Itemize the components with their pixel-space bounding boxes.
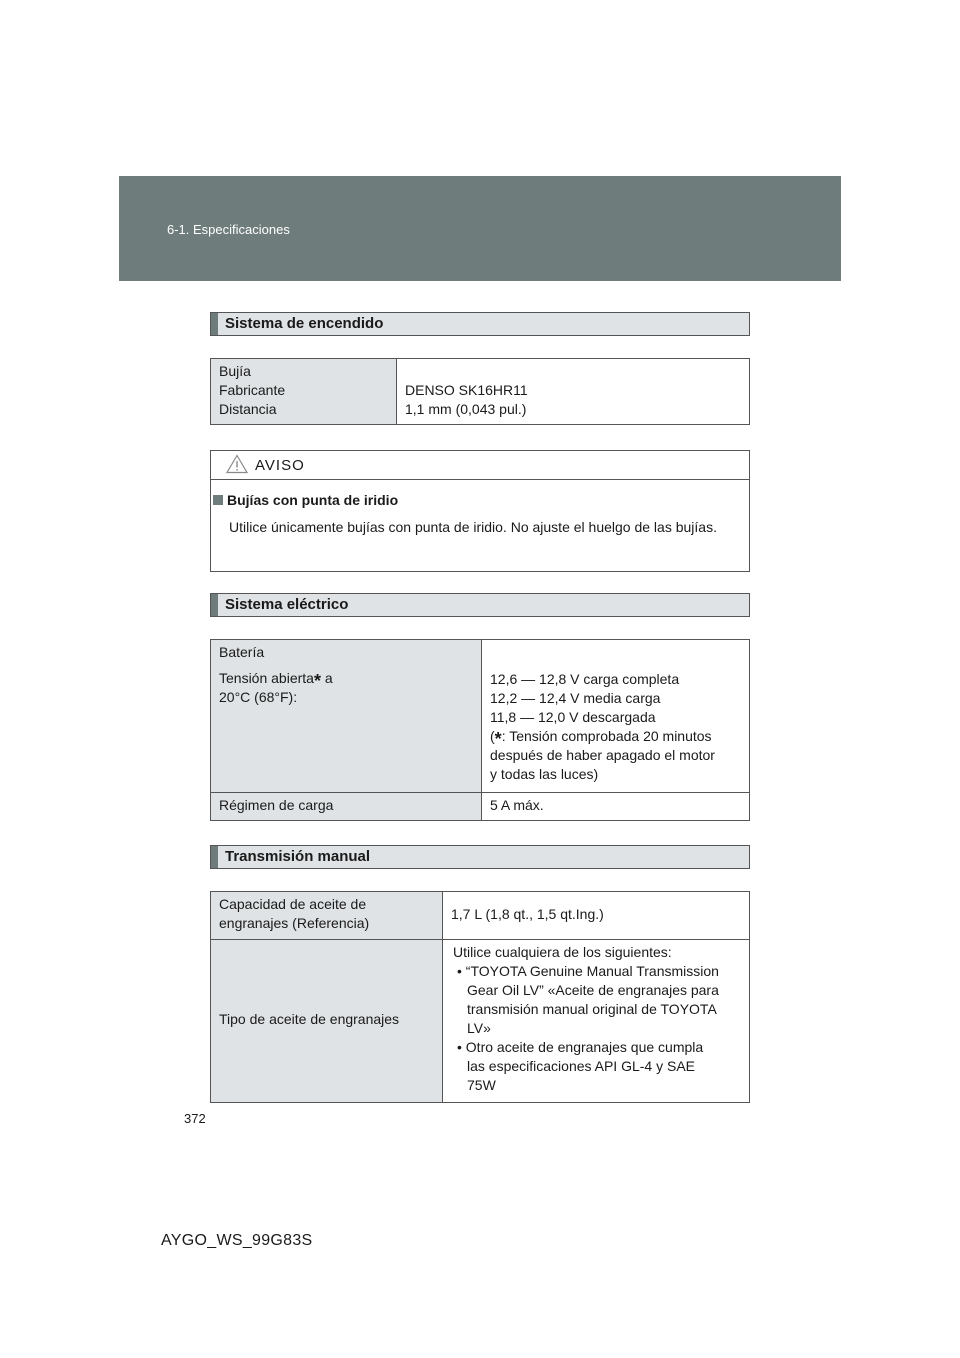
voltage-discharged: 11,8 — 12,0 V descargada (490, 709, 656, 725)
table-row (211, 892, 750, 940)
voltage-note-line: y todas las luces) (490, 766, 599, 782)
battery-label: Batería (219, 644, 265, 660)
gap-value: 1,1 mm (0,043 pul.) (405, 401, 527, 417)
open-voltage-label: Tensión abierta* a (219, 670, 333, 691)
header-band (119, 176, 841, 281)
oil-capacity-label-line: engranajes (Referencia) (219, 915, 370, 931)
spark-plug-value-cell (397, 359, 750, 425)
charge-rate-label: Régimen de carga (219, 797, 334, 813)
charge-rate-value-cell (482, 793, 750, 821)
warning-triangle-icon (226, 454, 248, 474)
oil-option-1-line: LV» (467, 1020, 491, 1036)
electrical-table (210, 639, 750, 821)
battery-value-cell (482, 640, 750, 793)
notice-header (211, 451, 749, 480)
transmission-table (210, 891, 750, 1103)
manufacturer-label: Fabricante (219, 382, 286, 398)
oil-option-2-line: las especificaciones API GL-4 y SAE (467, 1058, 695, 1074)
page-number: 372 (184, 1111, 206, 1126)
oil-type-value-cell (443, 940, 750, 1103)
ignition-section-title: Sistema de encendido (225, 315, 384, 332)
oil-capacity-value: 1,7 L (1,8 qt., 1,5 qt.Ing.) (451, 906, 604, 922)
voltage-note-line: después de haber apagado el motor (490, 747, 715, 763)
square-bullet-icon (213, 495, 223, 505)
spark-plug-label-cell (211, 359, 397, 425)
transmission-section-heading (210, 845, 750, 869)
oil-type-label-cell (211, 940, 443, 1103)
oil-option-2: • Otro aceite de engranajes que cumpla (457, 1039, 704, 1055)
oil-capacity-label-cell (211, 892, 443, 940)
oil-option-1: • “TOYOTA Genuine Manual Transmission (457, 963, 719, 979)
spark-plug-label: Bujía (219, 363, 251, 379)
transmission-section-title: Transmisión manual (225, 848, 371, 865)
notice-item-title: Bujías con punta de iridio (227, 492, 399, 508)
oil-option-1-line: transmisión manual original de TOYOTA (467, 1001, 717, 1017)
oil-type-label: Tipo de aceite de engranajes (219, 1010, 400, 1027)
manufacturer-value: DENSO SK16HR11 (405, 382, 528, 398)
ignition-section-heading (210, 312, 750, 336)
electrical-section-heading (210, 593, 750, 617)
section-label: 6-1. Especificaciones (167, 222, 290, 237)
battery-label-cell (211, 640, 482, 793)
oil-option-2-line: 75W (467, 1077, 496, 1093)
notice-box (210, 450, 750, 572)
voltage-note: (*: Tensión comprobada 20 minutos (490, 728, 712, 749)
table-row (211, 793, 750, 821)
document-code: AYGO_WS_99G83S (161, 1232, 313, 1249)
oil-type-intro: Utilice cualquiera de los siguientes: (453, 944, 672, 960)
table-row (211, 640, 750, 793)
electrical-section-title: Sistema eléctrico (225, 596, 349, 613)
notice-title: AVISO (255, 457, 305, 474)
table-row (211, 359, 750, 425)
temperature-label: 20°C (68°F): (219, 689, 298, 705)
table-row (211, 940, 750, 1103)
notice-item-heading (213, 492, 398, 508)
oil-capacity-value-cell (443, 892, 750, 940)
oil-capacity-label: Capacidad de aceite de (219, 896, 367, 912)
charge-rate-label-cell (211, 793, 482, 821)
notice-item-text: Utilice únicamente bujías con punta de iridio. No ajuste el huelgo de las bujías. (229, 519, 717, 535)
voltage-half-charge: 12,2 — 12,4 V media carga (490, 690, 661, 706)
ignition-table (210, 358, 750, 425)
gap-label: Distancia (219, 401, 277, 417)
oil-option-1-line: Gear Oil LV” «Aceite de engranajes para (467, 982, 719, 998)
charge-rate-value: 5 A máx. (490, 797, 544, 813)
voltage-full-charge: 12,6 — 12,8 V carga completa (490, 671, 680, 687)
